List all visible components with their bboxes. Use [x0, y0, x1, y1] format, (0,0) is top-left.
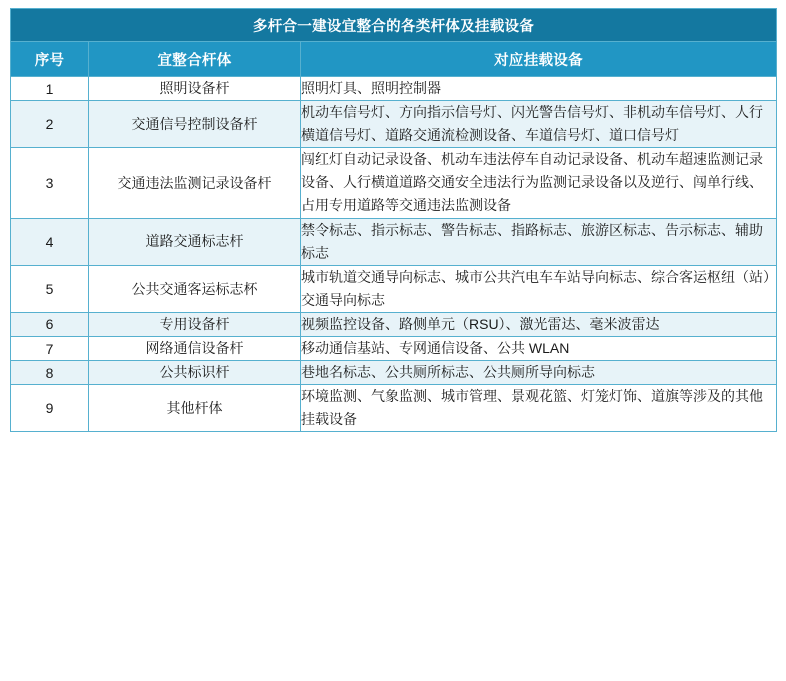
table-row	[11, 312, 777, 336]
cell-no: 6	[11, 312, 89, 336]
table-row	[11, 148, 777, 218]
column-header-no: 序号	[11, 42, 89, 77]
table-row	[11, 101, 777, 148]
pole-integration-table	[10, 8, 777, 432]
cell-devices: 禁令标志、指示标志、警告标志、指路标志、旅游区标志、告示标志、辅助标志	[301, 218, 777, 265]
table-header-row	[11, 42, 777, 77]
cell-devices: 闯红灯自动记录设备、机动车违法停车自动记录设备、机动车超速监测记录设备、人行横道道路交通安全违法行为监测记录设备以及逆行、闯单行线、占用专用道路等交通违法监测设备	[301, 148, 777, 218]
cell-pole: 其他杆体	[89, 385, 301, 432]
cell-no: 7	[11, 337, 89, 361]
column-header-pole: 宜整合杆体	[89, 42, 301, 77]
table-row	[11, 265, 777, 312]
table-row	[11, 337, 777, 361]
table-title-row	[11, 9, 777, 42]
cell-no: 8	[11, 361, 89, 385]
cell-no: 2	[11, 101, 89, 148]
cell-pole: 道路交通标志杆	[89, 218, 301, 265]
cell-pole: 公共标识杆	[89, 361, 301, 385]
column-header-devices: 对应挂载设备	[301, 42, 777, 77]
table-row	[11, 361, 777, 385]
cell-devices: 城市轨道交通导向标志、城市公共汽电车车站导向标志、综合客运枢纽（站）交通导向标志	[301, 265, 777, 312]
cell-devices: 照明灯具、照明控制器	[301, 77, 777, 101]
cell-devices: 移动通信基站、专网通信设备、公共 WLAN	[301, 337, 777, 361]
table-row	[11, 218, 777, 265]
cell-devices: 巷地名标志、公共厕所标志、公共厕所导向标志	[301, 361, 777, 385]
cell-no: 9	[11, 385, 89, 432]
cell-pole: 专用设备杆	[89, 312, 301, 336]
cell-no: 4	[11, 218, 89, 265]
cell-devices: 环境监测、气象监测、城市管理、景观花篮、灯笼灯饰、道旗等涉及的其他挂载设备	[301, 385, 777, 432]
cell-pole: 交通信号控制设备杆	[89, 101, 301, 148]
cell-pole: 交通违法监测记录设备杆	[89, 148, 301, 218]
table-row	[11, 77, 777, 101]
cell-no: 5	[11, 265, 89, 312]
table-title: 多杆合一建设宜整合的各类杆体及挂载设备	[11, 9, 777, 42]
cell-no: 3	[11, 148, 89, 218]
table-row	[11, 385, 777, 432]
cell-devices: 机动车信号灯、方向指示信号灯、闪光警告信号灯、非机动车信号灯、人行横道信号灯、道路交通流检测设备、车道信号灯、道口信号灯	[301, 101, 777, 148]
cell-pole: 照明设备杆	[89, 77, 301, 101]
cell-pole: 公共交通客运标志杯	[89, 265, 301, 312]
cell-devices: 视频监控设备、路侧单元（RSU）、激光雷达、毫米波雷达	[301, 312, 777, 336]
cell-no: 1	[11, 77, 89, 101]
cell-pole: 网络通信设备杆	[89, 337, 301, 361]
